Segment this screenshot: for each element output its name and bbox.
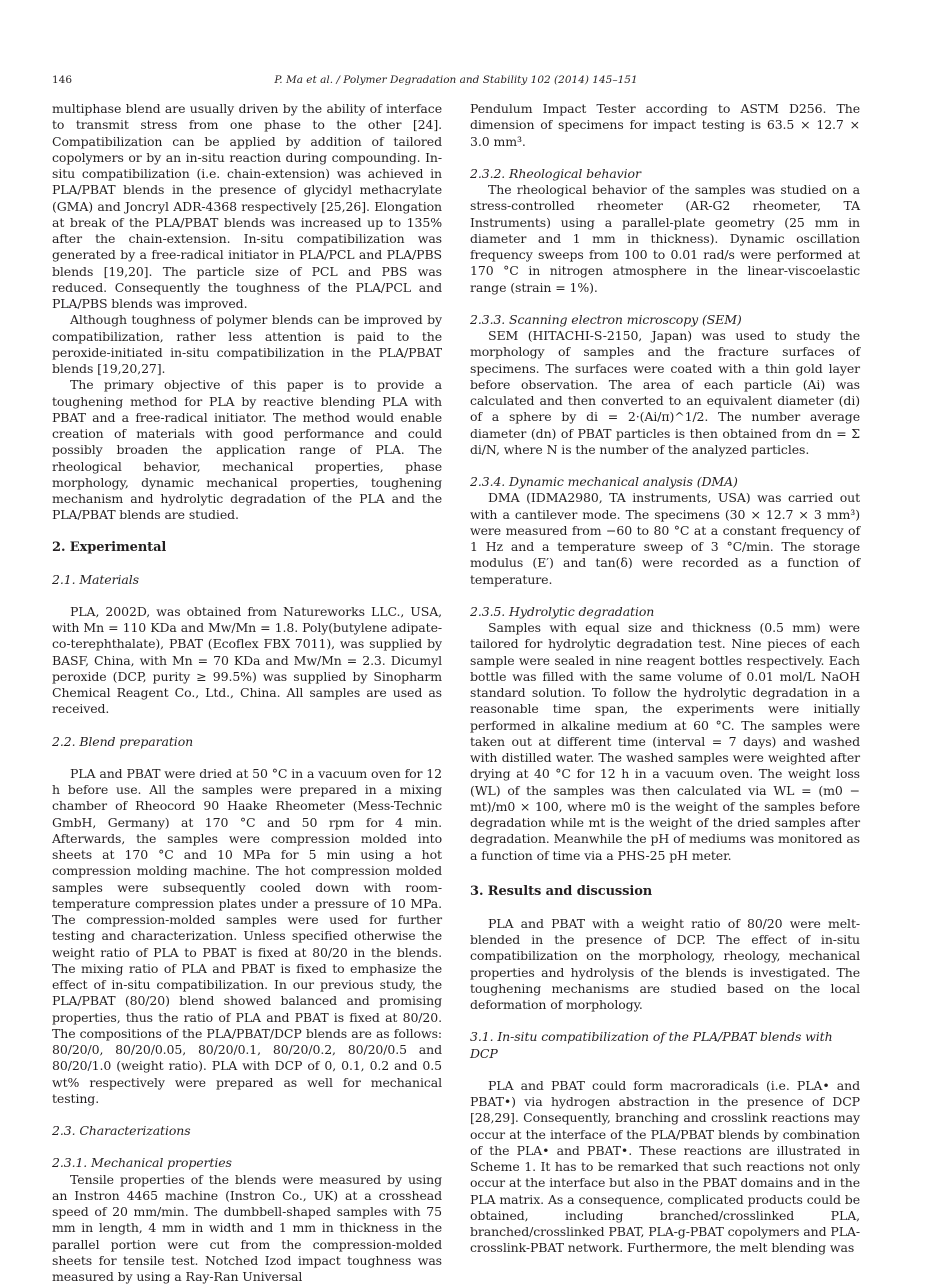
intro-paragraph-3: The primary objective of this paper is to provide a toughening method for PLA by reactive blending PLA with PBAT and a free-radical initiator. The method would enable creation of materials with good performance and could possibly broaden the application range of PLA. The rheological behavior, mechanical properties, phase morphology, dynamic mechanical properties, toughening mechanism and hydrolytic degradation of the PLA and the PLA/PBAT blends are studied.	[52, 377, 442, 523]
section-2-3-1-heading: 2.3.1. Mechanical properties	[52, 1155, 442, 1171]
section-2-3-4-heading: 2.3.4. Dynamic mechanical analysis (DMA)	[470, 474, 860, 490]
section-2-3-heading: 2.3. Characterizations	[52, 1123, 442, 1139]
journal-citation: P. Ma et al. / Polymer Degradation and Stability 102 (2014) 145–151	[52, 72, 860, 88]
blend-paragraph: PLA and PBAT were dried at 50 °C in a vacuum oven for 12 h before use. All the samples were prepared in a mixing chamber of Rheocord 90 Haake Rheometer (Mess-Technic GmbH, Germany) at 170 °C and 50 rpm for 4 min. Afterwards, the samples were compression molded into sheets at 170 °C and 10 MPa for 5 min using a hot compression molding machine. The hot compression molded samples were subsequently cooled down with room-temperature compression plates under a pressure of 10 MPa. The compression-molded samples were used for further testing and characterization. Unless specified otherwise the weight ratio of PLA to PBAT is fixed at 80/20 in the blends. The mixing ratio of PLA and PBAT is fixed to emphasize the effect of in-situ compatibilization. In our previous study, the PLA/PBAT (80/20) blend showed balanced and promising properties, thus the ratio of PLA and PBAT is fixed at 80/20. The compositions of the PLA/PBAT/DCP blends are as follows: 80/20/0, 80/20/0.05, 80/20/0.1, 80/20/0.2, 80/20/0.5 and 80/20/1.0 (weight ratio). PLA with DCP of 0, 0.1, 0.2 and 0.5 wt% respectively were prepared as well for mechanical testing.	[52, 766, 442, 1107]
hydrolytic-paragraph: Samples with equal size and thickness (0.5 mm) were tailored for hydrolytic degradation test. Nine pieces of each sample were sealed in nine reagent bottles respectively. Each bottle was filled with the same volume of 0.01 mol/L NaOH standard solution. To follow the hydrolytic degradation in a reasonable time span, the experiments were initially performed in alkaline medium at 60 °C. The samples were taken out at different time (interval = 7 days) and washed with distilled water. The washed samples were weighted after drying at 40 °C for 12 h in a vacuum oven. The weight loss (WL) of the samples was then calculated via WL = (m0 − mt)/m0 × 100, where m0 is the weight of the samples before degradation while mt is the weight of the dried samples after degradation. Meanwhile the pH of mediums was monitored as a function of time via a PHS-25 pH meter.	[470, 620, 860, 864]
mechanical-continued-paragraph: Pendulum Impact Tester according to ASTM D256. The dimension of specimens for impact testing is 63.5 × 12.7 × 3.0 mm³.	[470, 101, 860, 150]
page-number: 146	[52, 72, 72, 88]
insitu-paragraph: PLA and PBAT could form macroradicals (i.e. PLA• and PBAT•) via hydrogen abstraction in the presence of DCP [28,29]. Consequently, branching and crosslink reactions may occur at the interface of the PLA/PBAT blends by combination of the PLA• and PBAT•. These reactions are illustrated in Scheme 1. It has to be remarked that such reactions not only occur at the interface but also in the PBAT domains and in the PLA matrix. As a consequence, complicated products could be obtained, including branched/crosslinked PLA, branched/crosslinked PBAT, PLA-g-PBAT copolymers and PLA-crosslink-PBAT network. Furthermore, the melt blending was	[470, 1078, 860, 1257]
intro-paragraph-1: multiphase blend are usually driven by the ability of interface to transmit stress from one phase to the other [24]. Compatibilization can be applied by addition of tailored copolymers or by an in-situ reaction during compounding. In-situ compatibilization (i.e. chain-extension) was achieved in PLA/PBAT blends in the presence of glycidyl methacrylate (GMA) and Joncryl ADR-4368 respectively [25,26]. Elongation at break of the PLA/PBAT blends was increased up to 135% after the chain-extension. In-situ compatibilization was generated by a free-radical initiator in PLA/PCL and PLA/PBS blends [19,20]. The particle size of PCL and PBS was reduced. Consequently the toughness of the PLA/PCL and PLA/PBS blends was improved.	[52, 101, 442, 312]
dma-paragraph: DMA (IDMA2980, TA instruments, USA) was carried out with a cantilever mode. The specimens (30 × 12.7 × 3 mm³) were measured from −60 to 80 °C at a constant frequency of 1 Hz and a temperature sweep of 3 °C/min. The storage modulus (E′) and tan(δ) were recorded as a function of temperature.	[470, 490, 860, 588]
mechanical-paragraph: Tensile properties of the blends were measured by using an Instron 4465 machine (Instron Co., UK) at a crosshead speed of 20 mm/min. The dumbbell-shaped samples with 75 mm in length, 4 mm in width and 1 mm in thickness in the parallel portion were cut from the compression-molded sheets for tensile test. Notched Izod impact toughness was measured by using a Ray-Ran Universal	[52, 1172, 442, 1285]
section-3-heading: 3. Results and discussion	[470, 884, 860, 900]
section-2-heading: 2. Experimental	[52, 540, 442, 556]
section-2-2-heading: 2.2. Blend preparation	[52, 734, 442, 750]
materials-paragraph: PLA, 2002D, was obtained from Natureworks LLC., USA, with Mn = 110 KDa and Mw/Mn = 1.8. Poly(butylene adipate-co-terephthalate), PBAT (Ecoflex FBX 7011), was supplied by BASF, China, with Mn = 70 KDa and Mw/Mn = 2.3. Dicumyl peroxide (DCP, purity ≥ 99.5%) was supplied by Sinopharm Chemical Reagent Co., Ltd., China. All samples are used as received.	[52, 604, 442, 718]
section-3-1-heading: 3.1. In-situ compatibilization of the PLA/PBAT blends with DCP	[470, 1029, 860, 1062]
left-column	[52, 101, 442, 1285]
section-2-3-3-heading: 2.3.3. Scanning electron microscopy (SEM)	[470, 312, 860, 328]
results-paragraph: PLA and PBAT with a weight ratio of 80/20 were melt-blended in the presence of DCP. The effect of in-situ compatibilization on the morphology, rheology, mechanical properties and hydrolysis of the blends is investigated. The toughening mechanisms are studied based on the local deformation of morphology.	[470, 916, 860, 1014]
section-2-3-5-heading: 2.3.5. Hydrolytic degradation	[470, 604, 860, 620]
sem-paragraph: SEM (HITACHI-S-2150, Japan) was used to study the morphology of samples and the fracture surfaces of specimens. The surfaces were coated with a thin gold layer before observation. The area of each particle (Ai) was calculated and then converted to an equivalent diameter (di) of a sphere by di = 2·(Ai/π)^1/2. The number average diameter (dn) of PBAT particles is then obtained from dn = Σ di/N, where N is the number of the analyzed particles.	[470, 328, 860, 458]
right-column	[470, 101, 860, 1257]
rheology-paragraph: The rheological behavior of the samples was studied on a stress-controlled rheometer (AR-G2 rheometer, TA Instruments) using a parallel-plate geometry (25 mm in diameter and 1 mm in thickness). Dynamic oscillation frequency sweeps from 100 to 0.01 rad/s were performed at 170 °C in nitrogen atmosphere in the linear-viscoelastic range (strain = 1%).	[470, 182, 860, 296]
section-2-1-heading: 2.1. Materials	[52, 572, 442, 588]
section-2-3-2-heading: 2.3.2. Rheological behavior	[470, 166, 860, 182]
intro-paragraph-2: Although toughness of polymer blends can be improved by compatibilization, rather less attention is paid to the peroxide-initiated in-situ compatibilization in the PLA/PBAT blends [19,20,27].	[52, 312, 442, 377]
running-header	[52, 72, 860, 88]
